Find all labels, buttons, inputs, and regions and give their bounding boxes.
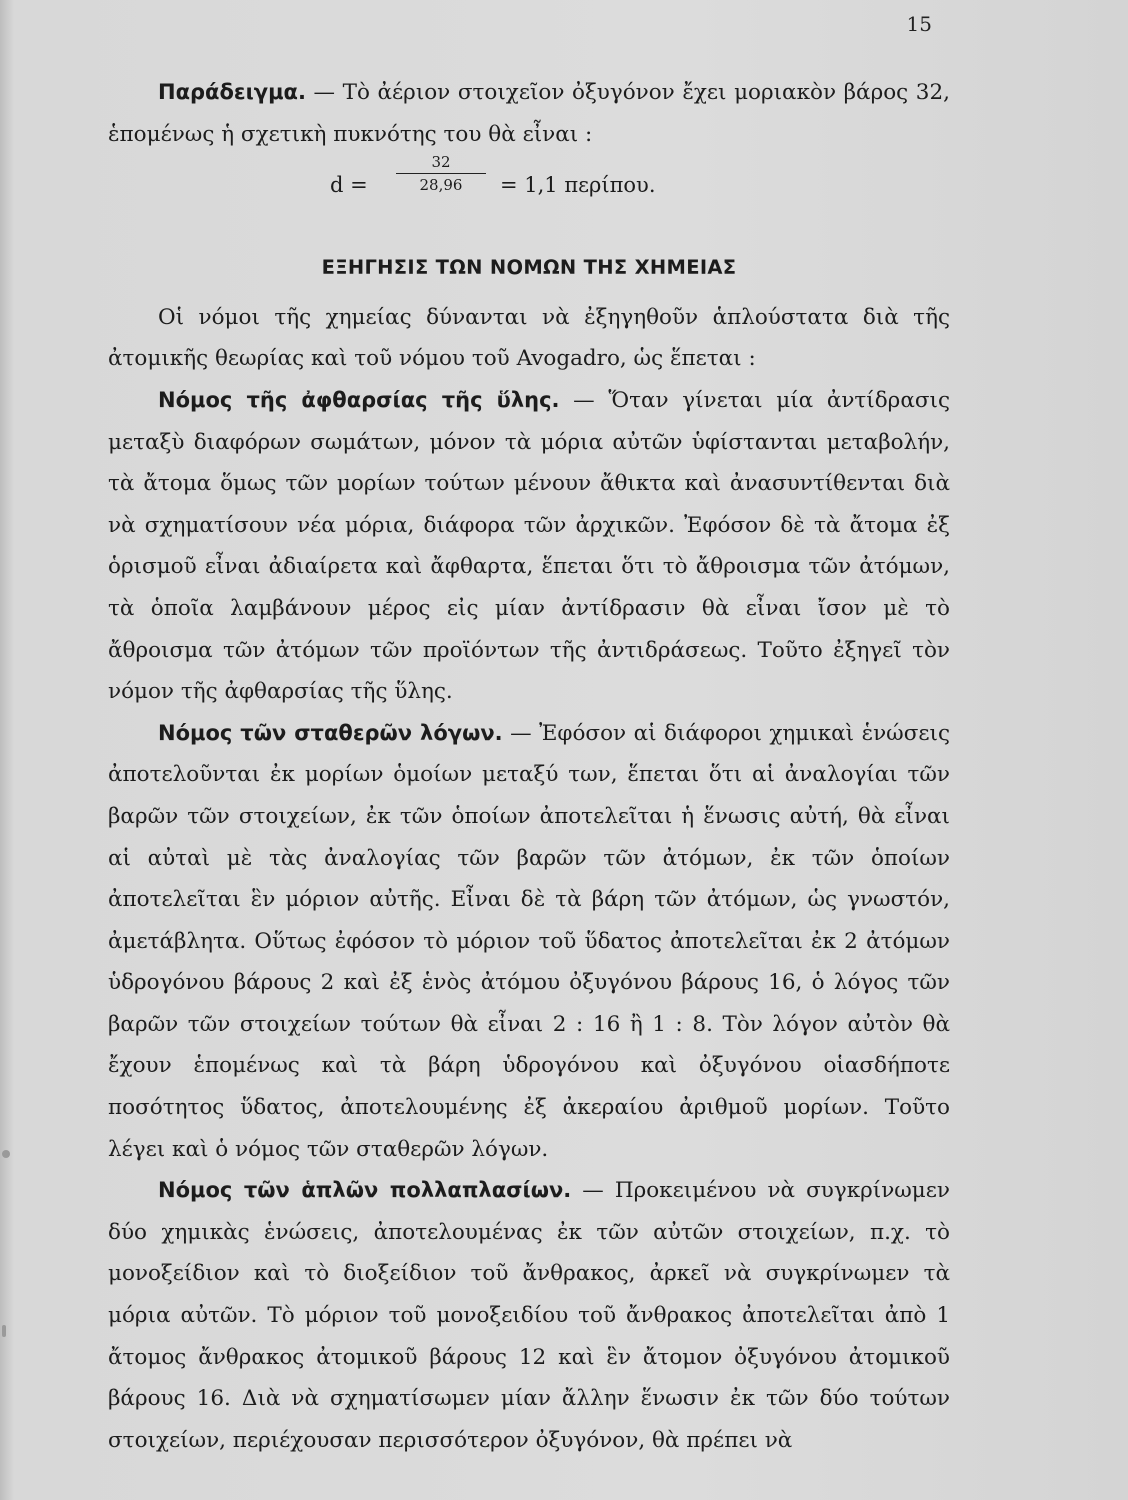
margin-mark [2, 1325, 6, 1337]
law-multiple-proportions-title: Νόμος τῶν ἁπλῶν πολλαπλασίων. [158, 1178, 572, 1203]
law-conservation-text: — Ὅταν γίνεται μία ἀντίδρασις μεταξὺ διαφόρων σωμάτων, μόνον τὰ μόρια αὐτῶν ὑφίστανται μεταβολήν, τὰ ἄτομα ὅμως τῶν μορίων τούτων μένουν ἄθικτα καὶ ἀνασυντίθενται διὰ νὰ σχηματίσουν νέα μόρια, διάφορα τῶν ἀρχικῶν. Ἐφόσον δὲ τὰ ἄτομα ἐξ ὁρισμοῦ εἶναι ἀδιαίρετα καὶ ἄφθαρτα, ἕπεται ὅτι τὸ ἄθροισμα τῶν ἀτόμων, τὰ ὁποῖα λαμβάνουν μέρος εἰς μίαν ἀντίδρασιν θὰ εἶναι ἴσον μὲ τὸ ἄθροισμα τῶν ἀτόμων τῶν προϊόντων τῆς ἀντιδράσεως. Τοῦτο ἐξηγεῖ τὸν νόμον τῆς ἀφθαρσίας τῆς ὕλης. [108, 387, 950, 705]
density-formula [108, 153, 950, 221]
page-content [108, 72, 950, 1461]
page-number: 15 [906, 12, 932, 36]
intro-paragraph: Οἱ νόμοι τῆς χημείας δύνανται νὰ ἐξηγηθοῦν ἁπλούστατα διὰ τῆς ἀτομικῆς θεωρίας καὶ τοῦ νόμου τοῦ Avogadro, ὡς ἕπεται : [108, 304, 950, 372]
formula-numerator: 32 [396, 153, 486, 174]
section-heading: ΕΞΗΓΗΣΙΣ ΤΩΝ ΝΟΜΩΝ ΤΗΣ ΧΗΜΕΙΑΣ [321, 256, 737, 280]
law-multiple-proportions-text: — Προκειμένου νὰ συγκρίνωμεν δύο χημικὰς ἑνώσεις, ἀποτελουμένας ἐκ τῶν αὐτῶν στοιχείων, π.χ. τὸ μονοξείδιον καὶ τὸ διοξείδιον τοῦ ἄνθρακος, ἀρκεῖ νὰ συγκρίνωμεν τὰ μόρια αὐτῶν. Τὸ μόριον τοῦ μονοξειδίου τοῦ ἄνθρακος ἀποτελεῖται ἀπὸ 1 ἄτομος ἄνθρακος ἀτομικοῦ βάρους 12 καὶ ἓν ἄτομον ὀξυγόνου ἀτομικοῦ βάρους 16. Διὰ νὰ σχηματίσωμεν μίαν ἄλλην ἕνωσιν ἐκ τῶν δύο τούτων στοιχείων, περιέχουσαν περισσότερον ὀξυγόνον, θὰ πρέπει νὰ [108, 1178, 950, 1453]
law-conservation-paragraph [108, 380, 950, 713]
formula-lhs: d = [330, 173, 368, 198]
formula-rhs: = 1,1 περίπου. [500, 173, 656, 198]
formula-fraction [396, 153, 486, 194]
margin-mark [2, 1150, 10, 1158]
law-multiple-proportions-paragraph [108, 1170, 950, 1461]
law-definite-proportions-paragraph [108, 713, 950, 1171]
formula-denominator: 28,96 [419, 176, 463, 195]
law-definite-proportions-text: — Ἐφόσον αἱ διάφοροι χημικαὶ ἑνώσεις ἀποτελοῦνται ἐκ μορίων ὁμοίων μεταξύ των, ἕπεται ὅτι αἱ ἀναλογίαι τῶν βαρῶν τῶν στοιχείων, ἐκ τῶν ὁποίων ἀποτελεῖται ἡ ἕνωσις αὐτή, θὰ εἶναι αἱ αὐταὶ μὲ τὰς ἀναλογίας τῶν βαρῶν τῶν ἀτόμων, ἐκ τῶν ὁποίων ἀποτελεῖται ἓν μόριον αὐτῆς. Εἶναι δὲ τὰ βάρη τῶν ἀτόμων, ὡς γνωστόν, ἀμετάβλητα. Οὕτως ἐφόσον τὸ μόριον τοῦ ὕδατος ἀποτελεῖται ἐκ 2 ἀτόμων ὑδρογόνου βάρους 2 καὶ ἐξ ἑνὸς ἀτόμου ὀξυγόνου βάρους 16, ὁ λόγος τῶν βαρῶν τῶν στοιχείων τούτων θὰ εἶναι 2 : 16 ἢ 1 : 8. Τὸν λόγον αὐτὸν θὰ ἔχουν ἑπομένως καὶ τὰ βάρη ὑδρογόνου καὶ ὀξυγόνου οἱασδήποτε ποσότητος ὕδατος, ἀποτελουμένης ἐξ ἀκεραίου ἀριθμοῦ μορίων. Τοῦτο λέγει καὶ ὁ νόμος τῶν σταθερῶν λόγων. [108, 720, 950, 1162]
law-definite-proportions-title: Νόμος τῶν σταθερῶν λόγων. [158, 720, 503, 745]
law-conservation-title: Νόμος τῆς ἀφθαρσίας τῆς ὕλης. [158, 387, 560, 412]
example-label: Παράδειγμα. [158, 80, 306, 104]
example-paragraph [108, 72, 950, 155]
example-text: — Τὸ ἀέριον στοιχεῖον ὀξυγόνον ἔχει μοριακὸν βάρος 32, ἑπομένως ἡ σχετικὴ πυκνότης του θὰ εἶναι : [108, 80, 950, 147]
